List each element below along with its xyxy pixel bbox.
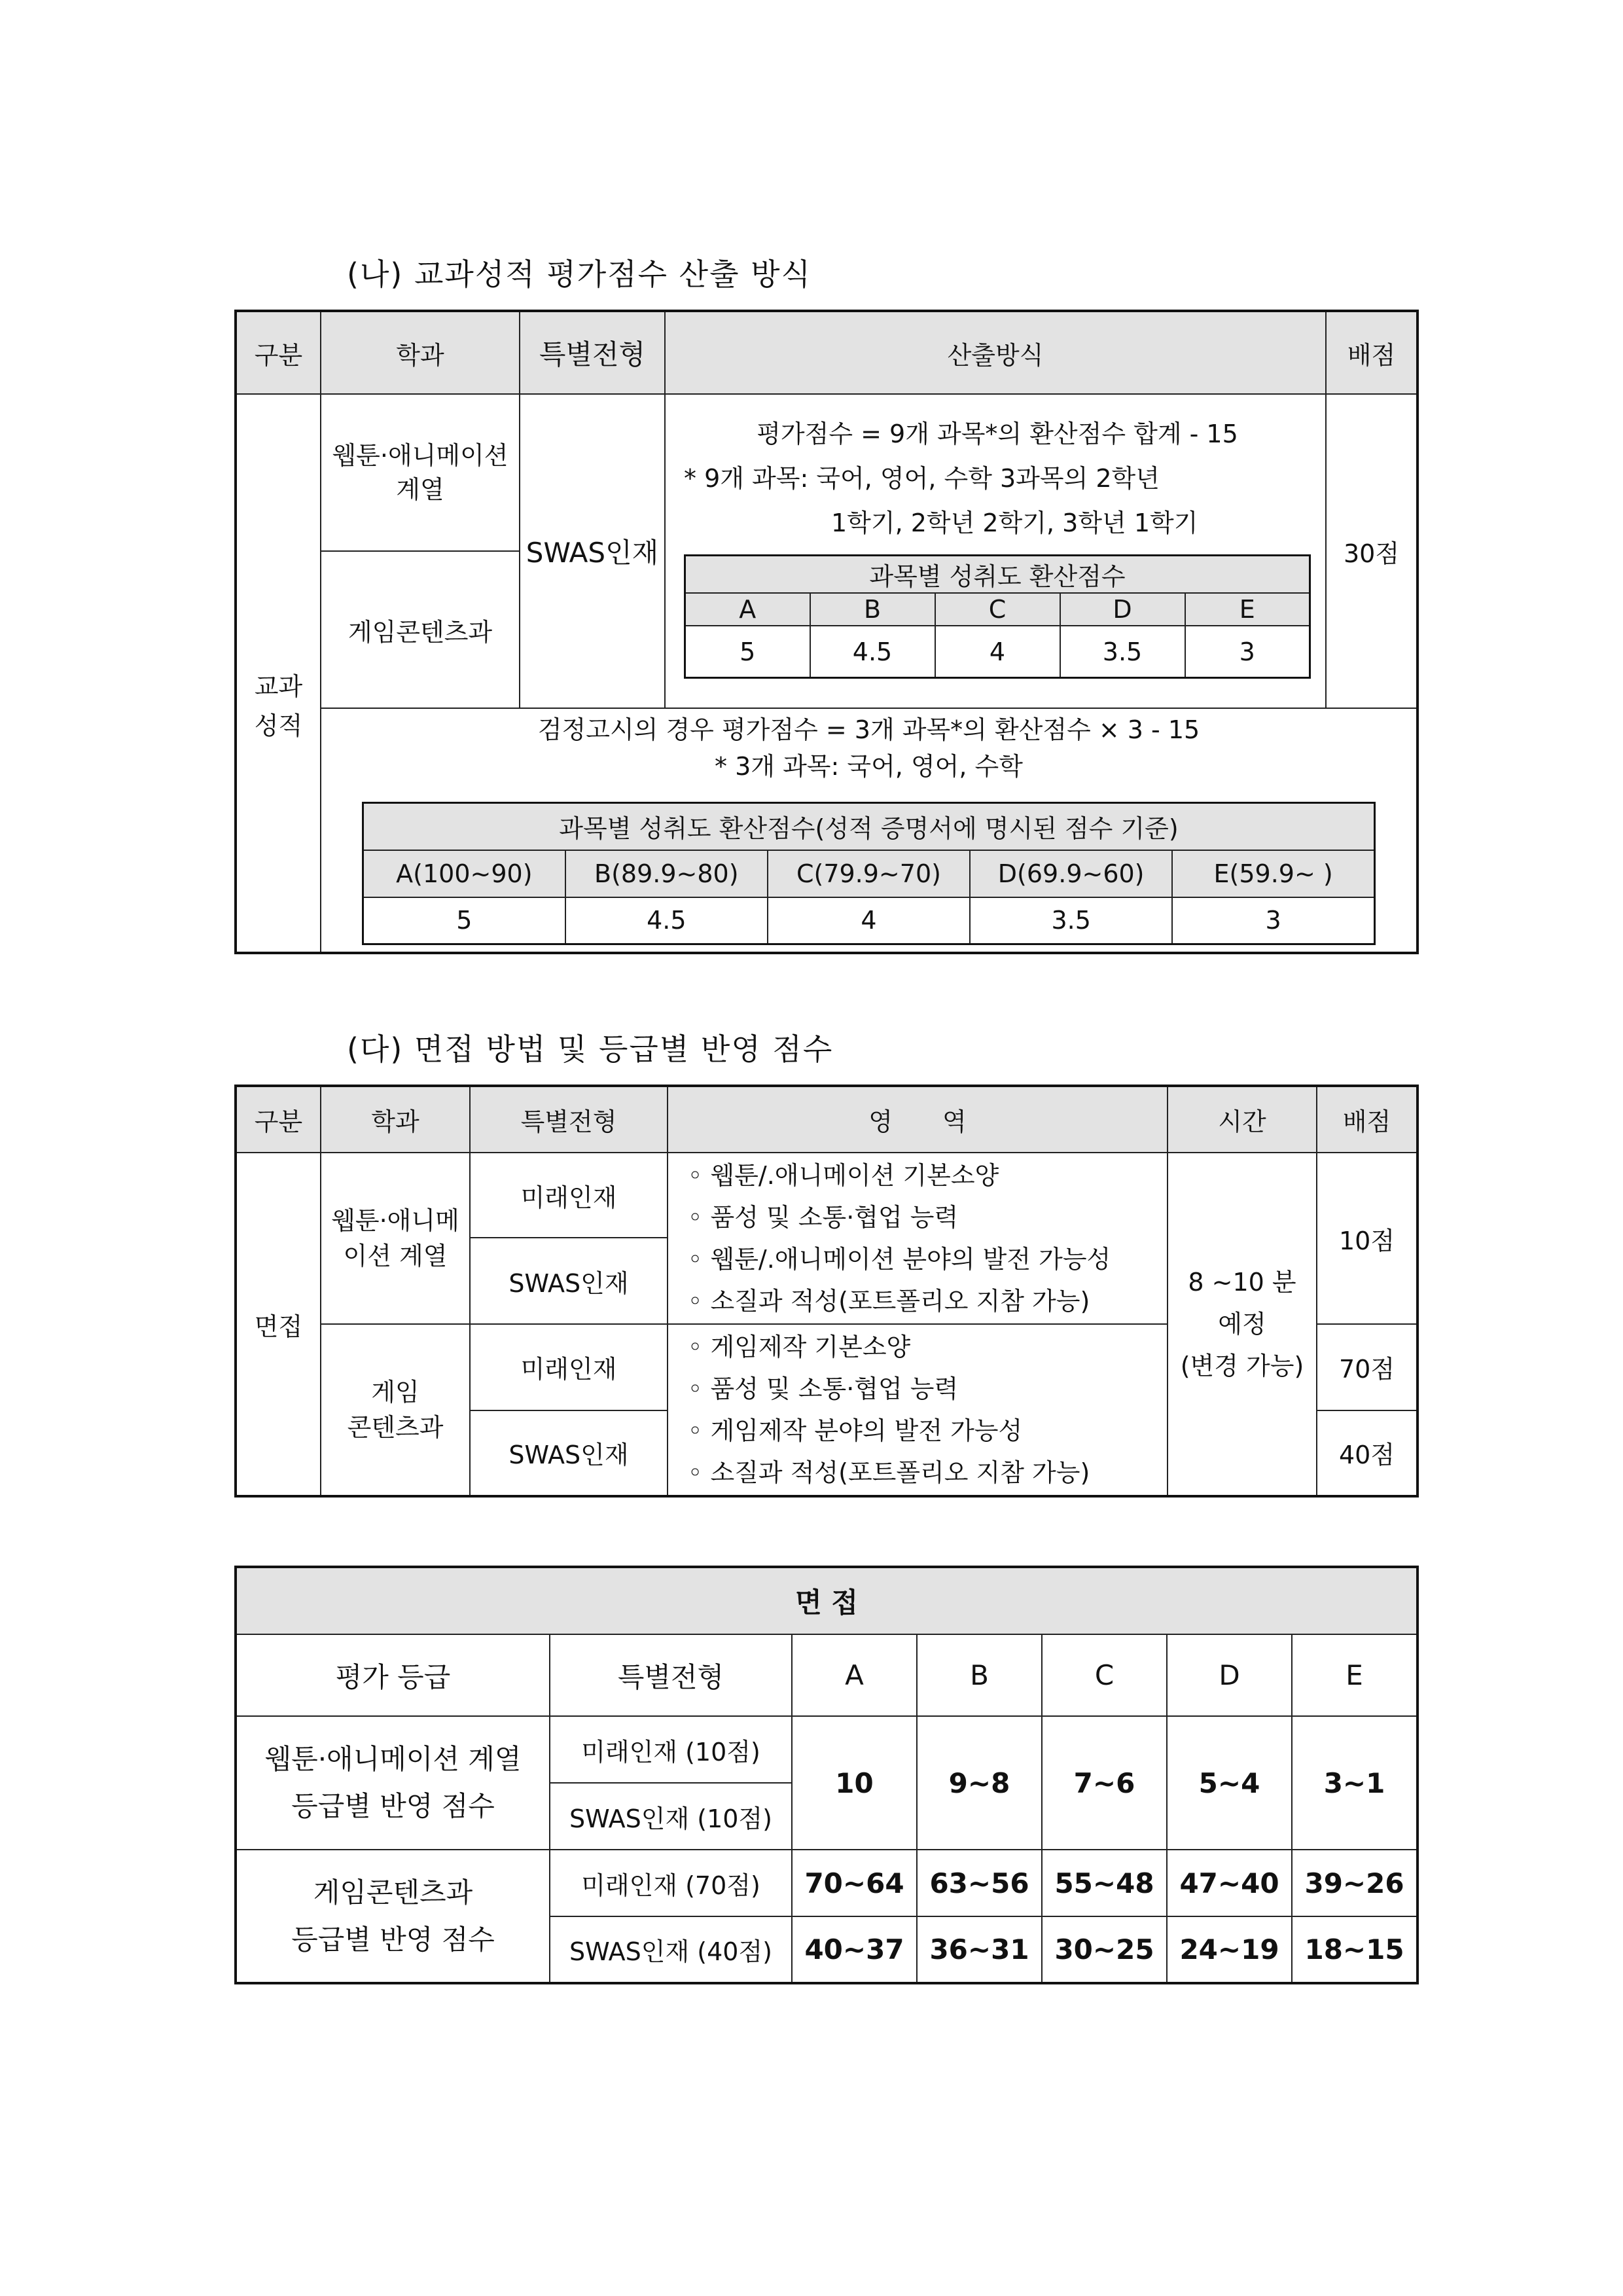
inner-score-e: 3 <box>1185 626 1310 678</box>
header-grade-c: C <box>1042 1634 1167 1716</box>
header-track: 특별전형 <box>520 311 665 394</box>
area-webtoon-item-3: ◦ 웹툰/.애니메이션 분야의 발전 가능성 <box>688 1245 1111 1274</box>
formula-line-3: 1학기, 2학년 2학기, 3학년 1학기 <box>831 508 1198 537</box>
game-swas-grade-d: 24~19 <box>1167 1916 1292 1983</box>
ged-score-c: 4 <box>768 897 970 944</box>
game-swas-grade-b: 36~31 <box>917 1916 1042 1983</box>
ged-score-a: 5 <box>363 897 565 944</box>
inner-grade-c: C <box>935 593 1060 626</box>
area-game-item-3: ◦ 게임제작 분야의 발전 가능성 <box>688 1416 1023 1445</box>
header-category: 구분 <box>236 311 321 394</box>
ged-grade-d: D(69.9~60) <box>970 850 1172 897</box>
game-mirae-grade-e: 39~26 <box>1292 1850 1418 1916</box>
inner-score-b: 4.5 <box>810 626 935 678</box>
score-40: 40점 <box>1317 1410 1418 1497</box>
area-webtoon-item-1: ◦ 웹툰/.애니메이션 기본소양 <box>688 1161 999 1190</box>
game-mirae-grade-c: 55~48 <box>1042 1850 1167 1916</box>
header-grade-e: E <box>1292 1634 1418 1716</box>
game-swas-grade-a: 40~37 <box>792 1916 917 1983</box>
header-score: 배점 <box>1317 1086 1418 1153</box>
score-30: 30점 <box>1326 394 1418 708</box>
webtoon-grade-d: 5~4 <box>1167 1716 1292 1850</box>
game-mirae-grade-b: 63~56 <box>917 1850 1042 1916</box>
game-mirae-grade-a: 70~64 <box>792 1850 917 1916</box>
interview-time: 8 ~10 분 예정 (변경 가능) <box>1168 1153 1317 1496</box>
area-game-item-2: ◦ 품성 및 소통·협업 능력 <box>688 1374 959 1403</box>
webtoon-grade-e: 3~1 <box>1292 1716 1418 1850</box>
section-na-heading: (나) 교과성적 평가점수 산출 방식 <box>347 257 812 292</box>
area-game-item-4: ◦ 소질과 적성(포트폴리오 지참 가능) <box>688 1458 1090 1487</box>
dept-game: 게임콘텐츠과 <box>321 551 520 708</box>
webtoon-grade-c: 7~6 <box>1042 1716 1167 1850</box>
formula-line-2: * 9개 과목: 국어, 영어, 수학 3과목의 2학년 <box>684 463 1160 493</box>
webtoon-grade-a: 10 <box>792 1716 917 1850</box>
inner-score-d: 3.5 <box>1060 626 1185 678</box>
track-swas-game: SWAS인재 <box>470 1410 668 1497</box>
ged-cell <box>321 708 1418 953</box>
grade-score-table <box>234 310 1419 954</box>
game-swas-grade-e: 18~15 <box>1292 1916 1418 1983</box>
ged-score-d: 3.5 <box>970 897 1172 944</box>
ged-grade-c: C(79.9~70) <box>768 850 970 897</box>
track-mirae-game: 미래인재 <box>470 1324 668 1410</box>
score-10: 10점 <box>1317 1153 1418 1324</box>
ged-line-1: 검정고시의 경우 평가점수 = 3개 과목*의 환산점수 × 3 - 15 <box>537 715 1200 744</box>
inner-grade-d: D <box>1060 593 1185 626</box>
score-70: 70점 <box>1317 1324 1418 1410</box>
ged-grade-e: E(59.9~ ) <box>1172 850 1374 897</box>
header-grade-a: A <box>792 1634 917 1716</box>
header-area: 영 역 <box>668 1086 1168 1153</box>
ged-grade-a: A(100~90) <box>363 850 565 897</box>
interview-grade-table <box>234 1566 1419 1984</box>
section-da-heading: (다) 면접 방법 및 등급별 반영 점수 <box>347 1031 834 1067</box>
category-interview: 면접 <box>236 1153 321 1496</box>
header-grade-b: B <box>917 1634 1042 1716</box>
subject-conversion-table <box>684 554 1311 679</box>
inner-grade-b: B <box>810 593 935 626</box>
track-mirae: 미래인재 <box>470 1153 668 1238</box>
header-track: 특별전형 <box>470 1086 668 1153</box>
track-swas: SWAS인재 <box>520 394 665 708</box>
webtoon-grade-b: 9~8 <box>917 1716 1042 1850</box>
header-time: 시간 <box>1168 1086 1317 1153</box>
ged-score-e: 3 <box>1172 897 1374 944</box>
dept-game: 게임 콘텐츠과 <box>321 1324 470 1496</box>
ged-grade-b: B(89.9~80) <box>565 850 768 897</box>
header-category: 구분 <box>236 1086 321 1153</box>
interview-method-table <box>234 1085 1419 1498</box>
row-webtoon-track-swas: SWAS인재 (10점) <box>550 1783 792 1850</box>
formula-line-1: 평가점수 = 9개 과목*의 환산점수 합계 - 15 <box>757 419 1238 448</box>
inner-score-a: 5 <box>685 626 810 678</box>
interview-title: 면 접 <box>236 1567 1418 1634</box>
inner-score-c: 4 <box>935 626 1060 678</box>
header-track: 특별전형 <box>550 1634 792 1716</box>
header-method: 산출방식 <box>665 311 1326 394</box>
row-game-track-mirae: 미래인재 (70점) <box>550 1850 792 1916</box>
row-game-label: 게임콘텐츠과 등급별 반영 점수 <box>236 1850 550 1983</box>
row-game-track-swas: SWAS인재 (40점) <box>550 1916 792 1983</box>
ged-score-b: 4.5 <box>565 897 768 944</box>
dept-webtoon: 웹툰·애니메 이션 계열 <box>321 1153 470 1324</box>
area-webtoon <box>668 1153 1168 1324</box>
area-game-item-1: ◦ 게임제작 기본소양 <box>688 1333 911 1361</box>
inner-title: 과목별 성취도 환산점수 <box>685 555 1310 593</box>
area-webtoon-item-4: ◦ 소질과 적성(포트폴리오 지참 가능) <box>688 1287 1090 1316</box>
category-cell: 교과 성적 <box>236 394 321 953</box>
game-swas-grade-c: 30~25 <box>1042 1916 1167 1983</box>
header-dept: 학과 <box>321 1086 470 1153</box>
game-mirae-grade-d: 47~40 <box>1167 1850 1292 1916</box>
area-webtoon-item-2: ◦ 품성 및 소통·협업 능력 <box>688 1203 959 1232</box>
row-webtoon-label: 웹툰·애니메이션 계열 등급별 반영 점수 <box>236 1716 550 1850</box>
inner-grade-e: E <box>1185 593 1310 626</box>
ged-conversion-table <box>362 802 1376 945</box>
inner-grade-a: A <box>685 593 810 626</box>
header-score: 배점 <box>1326 311 1418 394</box>
track-swas: SWAS인재 <box>470 1238 668 1324</box>
header-grade-d: D <box>1167 1634 1292 1716</box>
ged-title: 과목별 성취도 환산점수(성적 증명서에 명시된 점수 기준) <box>363 803 1375 850</box>
method-cell <box>665 394 1326 708</box>
ged-line-2: * 3개 과목: 국어, 영어, 수학 <box>715 752 1023 781</box>
header-eval-grade: 평가 등급 <box>236 1634 550 1716</box>
dept-webtoon: 웹툰·애니메이션 계열 <box>321 394 520 551</box>
area-game <box>668 1324 1168 1496</box>
header-dept: 학과 <box>321 311 520 394</box>
row-webtoon-track-mirae: 미래인재 (10점) <box>550 1716 792 1783</box>
